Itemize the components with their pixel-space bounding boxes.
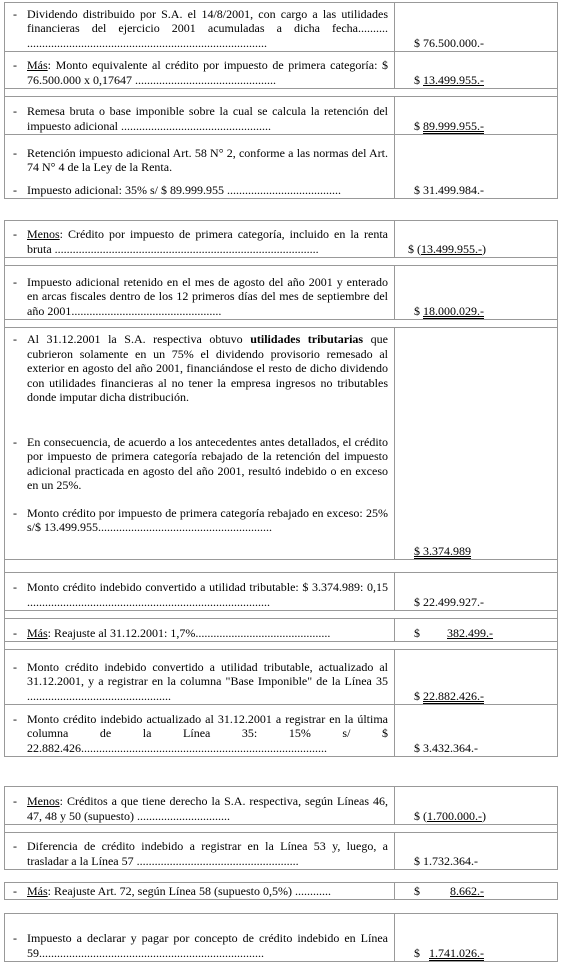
row-prefix: Más bbox=[27, 58, 48, 72]
row-amount: 18.000.029.- bbox=[423, 303, 484, 318]
table-row: - Más: Monto equivalente al crédito por impuesto de primera categoría: $ 76.500.000 x 0,17647 ............................................... $ 13.499.955.- bbox=[4, 52, 558, 89]
table-1 bbox=[4, 2, 558, 199]
row-text: : Créditos a que tiene derecho la S.A. respectiva, según Líneas 46, 47, 48 y 50 (supuesto) ............................... bbox=[27, 794, 388, 823]
row-amount: $ 3.432.364.- bbox=[414, 740, 478, 755]
row-amount: 1.741.026.- bbox=[429, 945, 484, 960]
row-prefix: Más bbox=[27, 883, 48, 898]
row-text: : Monto equivalente al crédito por impuesto de primera categoría: $ 76.500.000 x 0,17647 ............................................... bbox=[27, 58, 388, 87]
row-text: Diferencia de crédito indebido a registrar en la Línea 53 y, luego, a trasladar a la Línea 57 ...................................................... bbox=[27, 839, 388, 868]
row-text: Impuesto a declarar y pagar por concepto de crédito indebido en Línea 59........................................................................... bbox=[27, 931, 388, 960]
row-prefix: Menos bbox=[27, 227, 60, 241]
table-row: - Monto crédito indebido actualizado al 31.12.2001 a registrar en la última columna de la Línea 35: 15% s/ $ 22.882.426.................................................................................. $ 3.432.364.- bbox=[4, 705, 558, 757]
row-text: Monto crédito indebido actualizado al 31.12.2001 a registrar en la última columna de la Línea 35: 15% s/ $ 22.882.426.................................................................................. bbox=[27, 711, 388, 755]
row-text: Impuesto adicional retenido en el mes de agosto del año 2001 y enterado en arcas fiscales dentro de los 12 primeros días del mes de septiembre del año 2001.................................................. bbox=[27, 274, 388, 318]
row-text: Remesa bruta o base imponible sobre la cual se calcula la retención del impuesto adicional .................................................. bbox=[27, 104, 388, 133]
row-amount: $ 76.500.000.- bbox=[414, 35, 484, 50]
row-amount: $ 22.499.927.- bbox=[414, 594, 484, 609]
table-4 bbox=[4, 882, 558, 900]
row-text: Retención impuesto adicional Art. 58 N° 2, conforme a las normas del Art. 74 N° 4 de la Ley de la Renta. bbox=[27, 145, 388, 174]
row-amount: 1.700.000.- bbox=[427, 808, 482, 823]
table-2 bbox=[4, 220, 558, 757]
table-row: - Menos: Créditos a que tiene derecho la S.A. respectiva, según Líneas 46, 47, 48 y 50 (supuesto) ............................... $ (1.700.000.-) bbox=[4, 787, 558, 825]
row-amount: $ 3.374.989 bbox=[414, 543, 471, 558]
row-text: Monto crédito por impuesto de primera categoría rebajado en exceso: 25% s/$ 13.499.955.......................................................... bbox=[27, 505, 388, 534]
row-amount: $ 31.499.984.- bbox=[414, 182, 484, 197]
row-amount: 13.499.955.- bbox=[423, 72, 484, 87]
table-5 bbox=[4, 913, 558, 962]
row-amount: 13.499.955.- bbox=[421, 241, 482, 256]
table-row: - Más: Reajuste Art. 72, según Línea 58 (supuesto 0,5%) ............ $ 8.662.- bbox=[4, 883, 558, 900]
table-3 bbox=[4, 786, 558, 870]
row-prefix: Más bbox=[27, 625, 48, 640]
row-text: Impuesto adicional: 35% s/ $ 89.999.955 ...................................... bbox=[27, 182, 341, 197]
table-row: - Diferencia de crédito indebido a registrar en la Línea 53 y, luego, a trasladar a la Línea 57 ...................................................... $ 1.732.364.- bbox=[4, 833, 558, 870]
row-text: Monto crédito indebido convertido a utilidad tributable: $ 3.374.989: 0,15 ................................................................................. bbox=[27, 580, 388, 609]
table-row: - Dividendo distribuido por S.A. el 14/8/2001, con cargo a las utilidades financieras del ejercicio 2001 acumuladas a dicha fecha.......... ................................................................................ $ 76.500.000.- bbox=[4, 3, 558, 52]
row-text: : Crédito por impuesto de primera categoría, incluido en la renta bruta ........................................................................................ bbox=[27, 227, 388, 256]
table-row: - Remesa bruta o base imponible sobre la cual se calcula la retención del impuesto adicional .................................................. $ 89.999.955.- bbox=[4, 97, 558, 135]
table-row: - Menos: Crédito por impuesto de primera categoría, incluido en la renta bruta ........................................................................................ $ (13.499.955.-) bbox=[4, 221, 558, 258]
table-row: - Retención impuesto adicional Art. 58 N° 2, conforme a las normas del Art. 74 N° 4 de la Ley de la Renta. - Impuesto adicional: 35% s/ $ 89.999.955 ...................................... $ 31.499.984.- bbox=[4, 135, 558, 199]
row-amount: 22.882.426.- bbox=[423, 688, 484, 703]
row-text: Dividendo distribuido por S.A. el 14/8/2001, con cargo a las utilidades financieras del ejercicio 2001 acumuladas a dicha fecha.......... ................................................................................ bbox=[27, 6, 388, 50]
row-amount: $ 1.732.364.- bbox=[414, 853, 478, 868]
row-text: Monto crédito indebido convertido a utilidad tributable, actualizado al 31.12.2001, y a registrar en la columna "Base Imponible" de la Línea 35 ................................................ bbox=[27, 659, 388, 703]
row-text: En consecuencia, de acuerdo a los antecedentes antes detallados, el crédito por impuesto de primera categoría rebajado de la retención del impuesto adicional practicada en agosto del año 2001, resultó indebido o en exceso en un 25%. bbox=[27, 434, 388, 492]
row-amount: 89.999.955.- bbox=[423, 118, 484, 133]
row-amount: 382.499.- bbox=[447, 625, 493, 640]
table-row: - Al 31.12.2001 la S.A. respectiva obtuvo utilidades tributarias que cubrieron solamente en un 75% el dividendo provisorio remesado al exterior en agosto del año 2001, financiándose el resto de dicho dividendo con utilidades financieras al no tener la empresa ingresos no tributables donde imputar dicha distribución. - En consecuencia, de acuerdo a los antecedentes antes detallados, el crédito por impuesto de primera categoría rebajado de la retención del impuesto adicional practicada en agosto del año 2001, resultó indebido o en exceso en un 25%. - Monto crédito por impuesto de primera categoría rebajado en exceso: 25% s/$ 13.499.955.......................................................... $ 3.374.989 bbox=[4, 328, 558, 560]
table-row: - Más: Reajuste al 31.12.2001: 1,7%............................................. $ 382.499.- bbox=[4, 619, 558, 642]
table-row: - Impuesto a declarar y pagar por concepto de crédito indebido en Línea 59........................................................................... $ 1.741.026.- bbox=[4, 914, 558, 962]
row-prefix: Menos bbox=[27, 794, 60, 808]
row-text: : Reajuste Art. 72, según Línea 58 (supuesto 0,5%) ............ bbox=[47, 883, 331, 898]
table-row: - Monto crédito indebido convertido a utilidad tributable: $ 3.374.989: 0,15 ................................................................................. $ 22.499.927.- bbox=[4, 573, 558, 611]
row-amount: 8.662.- bbox=[450, 883, 484, 898]
row-text: : Reajuste al 31.12.2001: 1,7%............................................. bbox=[47, 625, 331, 640]
table-row: - Monto crédito indebido convertido a utilidad tributable, actualizado al 31.12.2001, y a registrar en la columna "Base Imponible" de la Línea 35 ................................................ $ 22.882.426.- bbox=[4, 650, 558, 705]
table-row: - Impuesto adicional retenido en el mes de agosto del año 2001 y enterado en arcas fiscales dentro de los 12 primeros días del mes de septiembre del año 2001.................................................. $ 18.000.029.- bbox=[4, 266, 558, 320]
